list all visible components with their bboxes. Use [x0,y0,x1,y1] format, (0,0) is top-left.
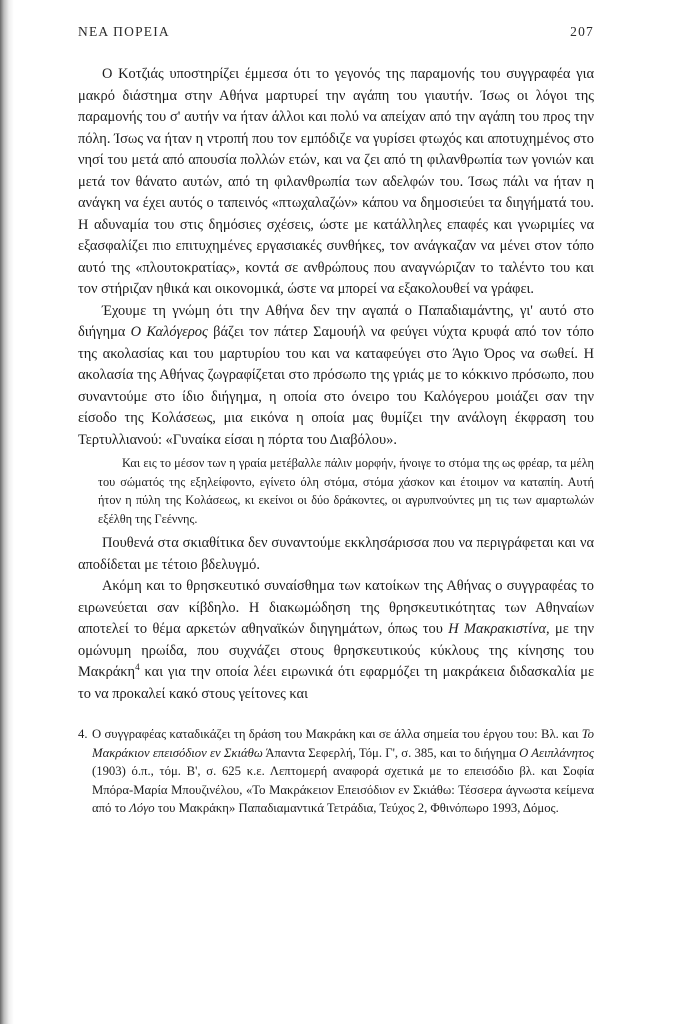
footnotes [78,725,594,818]
footnote-text [92,725,594,818]
text-run: Ακόμη και το θρησκευτικό συναίσθημα των κατοίκων της Αθήνας ο συγγραφέας το ειρωνεύεται σαν κίβδηλο. Η διακωμώδηση της θρησκευτικότητας των Αθηναίων αποτελεί το θέμα αρκετών αθηναϊκών διηγημάτων, όπως του [78,578,594,638]
italic-title: Ο Αειπλάνητος [519,745,594,760]
text-run: Πουθενά στα σκιαθίτικα δεν συναντούμε εκκλησάρισσα που να περιγράφεται και να αποδίδεται με τέτοιο βδελυγμό. [78,535,594,573]
running-header [78,24,594,40]
text-run: του Μακράκη» Παπαδιαμαντικά Τετράδια, Τεύχος 2, Φθινόπωρο 1993, Δόμος. [154,801,559,816]
paragraph [78,576,594,705]
text-run: Ο συγγραφέας καταδικάζει τη δράση του Μακράκη και σε άλλα σημεία του έργου του: Βλ. και [92,727,582,742]
text-run: Ο Κοτζιάς υποστηρίζει έμμεσα ότι το γεγονός της παραμονής του συγγραφέα για μακρό διάστημα στην Αθήνα μαρτυρεί την αγάπη του γιαυτήν. Ίσως οι λόγοι της παραμονής του σ' αυτήν να ήταν άλλοι και πολύ να απείχαν από την αγάπη του προς την πόλη. Ίσως να ήταν η ντροπή που τον εμπόδιζε να γυρίσει φτωχός και αποτυχημένος στο νησί του μετά από απουσία πολλών ετών, και να ζει από τη φιλανθρωπία των γονιών και μετά τον θάνατο αυτών, από τη φιλανθρωπία των αδελφών του. Ίσως πάλι να ήταν η ανάγκη να έχει αυτός ο ταπεινός «πτωχαλαζών» κάπου να δημοσιεύει τα διηγήματά του. Η αδυναμία του στις δημόσιες σχέσεις, ώστε με κατάλληλες επαφές και γνωριμίες να εξασφαλίζει πιο επιτυχημένες εργασιακές συνθήκες, τον ανάγκαζαν να μένει στον τόπο αυτό της «πλουτοκρατίας», κοντά σε ανθρώπους που αναγνώριζαν το ταλέντο του και τον στήριζαν ηθικά και οικονομικά, ώστε να μπορεί να εξακολουθεί να γράφει. [78,66,594,297]
text-run: και για την οποία λέει ειρωνικά ότι εφαρμόζει τη μακράκεια διδασκαλία με το να προκαλεί κακό στους γείτονες και [78,664,594,702]
text-run: (1903) ό.π., τόμ. Β', σ. 625 κ.ε. Λεπτομερή αναφορά σχετικά με το επεισόδιο βλ. και Σοφία Μπόρα-Μαρία Μπουζινέλου, «Το Μακράκειον Επεισόδιον εν Σκιάθω: Τέσσερα άγνωστα κείμενα από το [92,764,594,816]
text-run: βάζει τον πάτερ Σαμουήλ να φεύγει νύχτα κρυφά από τον τόπο της ακολασίας και του μαρτυρίου του και να καταφεύγει στο Άγιο Όρος να σωθεί. Η ακολασία της Αθήνας ζωγραφίζεται στο πρόσωπο της γριάς με το κόκκινο πρόσωπο, που συναντούμε στο ίδιο διήγημα, η οποία στο όνειρο του Καλόγερου μοιάζει σαν την είσοδο της Κολάσεως, μια εικόνα η οποία μας θυμίζει την ανάλογη έκφραση του Τερτυλλιανού: «Γυναίκα είσαι η πόρτα του Διαβόλου». [78,324,594,448]
text-run: Άπαντα Σεφερλή, Τόμ. Γ', σ. 385, και το διήγημα [262,745,520,760]
quote-text: Και εις το μέσον των η γραία μετέβαλλε πάλιν μορφήν, ήνοιγε το στόμα της ως φρέαρ, τα μέλη του σώματός της εξηλείφοντο, εγίνετο όλη στόμα, στόμα χάσκον και έτοιμον να καταπίη. Αυτή ήτον η πύλη της Κολάσεως, κι εκείνοι οι δύο δράκοντες, οι αγρυπνούντες μη τις των αμαρτωλών εξέλθη της Γεέννης. [98,456,594,526]
text-run: Έχουμε τη γνώμη ότι την Αθήνα δεν την αγαπά ο Παπαδιαμάντης, γι' αυτό στο διήγημα [78,302,594,340]
block-quote [78,454,594,528]
main-text [78,64,594,705]
italic-title: Η Μακρακιστίνα [448,621,547,638]
page-number: 207 [570,24,594,39]
footnote [78,725,594,818]
journal-title: ΝΕΑ ΠΟΡΕΙΑ [78,24,170,39]
italic-title: Το Μακράκιον επεισόδιον εν Σκιάθω [92,727,594,760]
footnote-number: 4. [78,727,88,742]
footnote-ref: 4 [135,662,140,673]
paragraph [78,64,594,301]
scan-shadow-edge [0,0,14,1024]
text-run: , με την ομώνυμη ηρωίδα, που συχνάζει στους θρησκευτικούς κύκλους της κίνησης του Μακράκη [78,621,594,681]
italic-title: Ο Καλόγερος [130,324,208,340]
italic-title: Λόγο [129,801,155,816]
paragraph [78,533,594,576]
book-page [78,24,594,818]
paragraph [78,301,594,452]
